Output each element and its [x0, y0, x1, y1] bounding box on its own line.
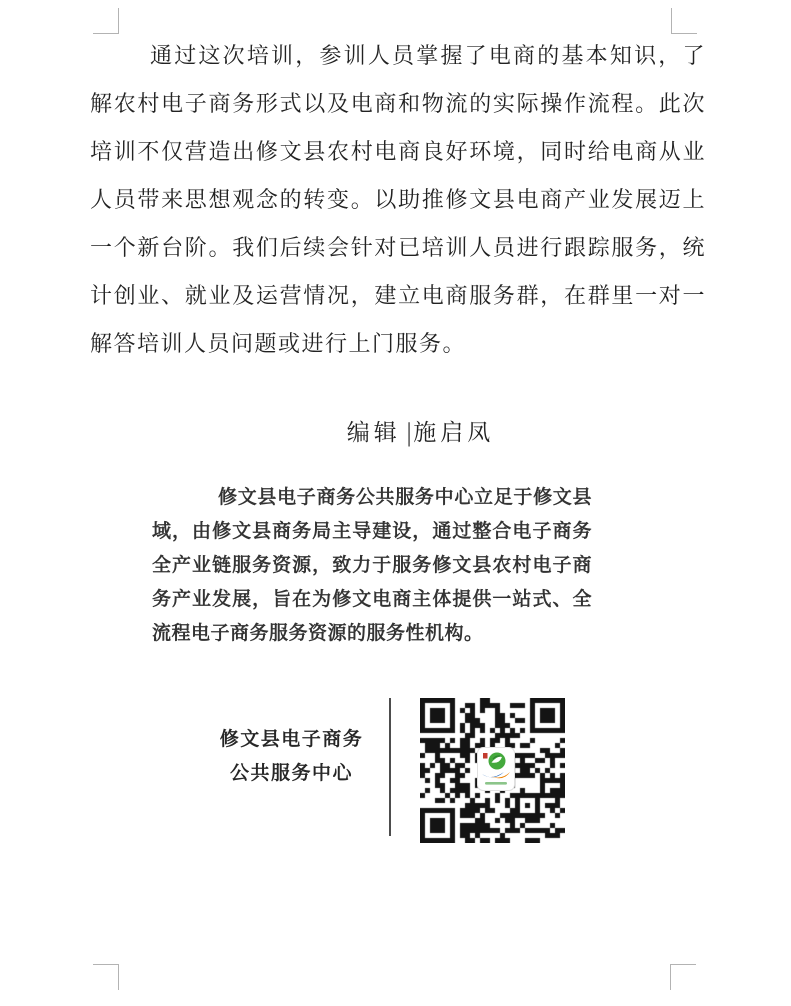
editor-name: 施启凤	[413, 420, 495, 445]
org-name-block	[191, 723, 392, 791]
crop-mark-top-right	[671, 8, 697, 34]
org-name-line2: 公共服务中心	[229, 763, 353, 784]
editor-label: 编辑	[346, 420, 401, 445]
wechat-qr-code	[420, 698, 565, 843]
vertical-divider	[389, 698, 391, 836]
crop-mark-bottom-right	[670, 964, 696, 990]
org-name-line1: 修文县电子商务	[219, 729, 364, 750]
body-paragraph: 通过这次培训，参训人员掌握了电商的基本知识，了解农村电子商务形式以及电商和物流的实际操作流程。此次培训不仅营造出修文县农村电商良好环境，同时给电商从业人员带来思想观念的转变。以助推修文县电商产业发展迈上一个新台阶。我们后续会针对已培训人员进行跟踪服务，统计创业、就业及运营情况，建立电商服务群，在群里一对一解答培训人员问题或进行上门服务。	[90, 43, 706, 356]
qr-center-logo	[477, 747, 515, 791]
editor-credit	[25, 419, 791, 447]
crop-mark-bottom-left	[93, 964, 119, 990]
editor-separator: |	[406, 418, 412, 447]
crop-mark-top-left	[93, 8, 119, 34]
org-leaf-logo-icon	[479, 749, 513, 789]
intro-paragraph: 修文县电子商务公共服务中心立足于修文县域，由修文县商务局主导建设，通过整合电子商务全产业链服务资源，致力于服务修文县农村电子商务产业发展，旨在为修文电商主体提供一站式、全流程电子商务服务资源的服务性机构。	[152, 487, 592, 644]
